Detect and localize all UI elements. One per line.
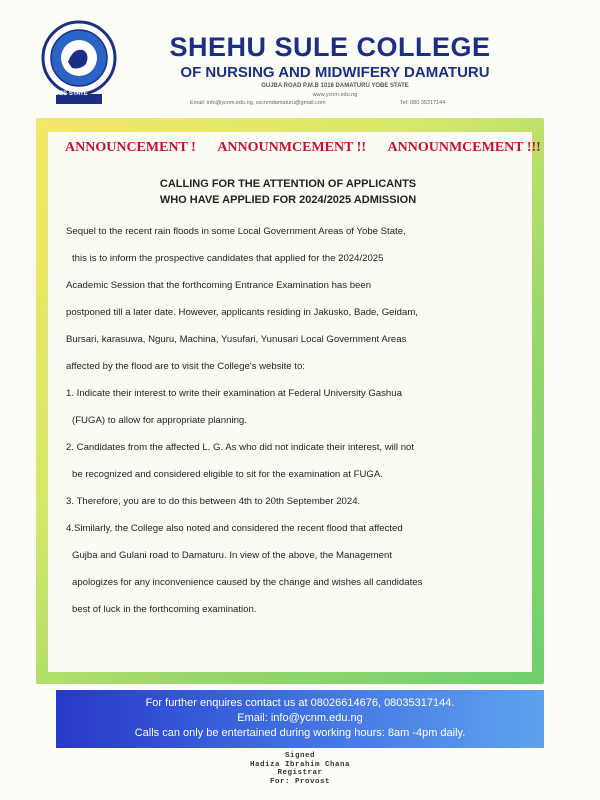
announcement-heading: ANNOUNMCEMENT !!! [387, 140, 541, 155]
contact-banner [56, 690, 544, 748]
calling-line: WHO HAVE APPLIED FOR 2024/2025 ADMISSION [159, 194, 417, 206]
announcement-heading: ANNOUNMCEMENT !! [217, 140, 366, 155]
banner-line-phones: For further enquires contact us at 08026614676, 08035317144. [145, 697, 455, 709]
banner-line-hours: Calls can only be entertained during working hours: 8am -4pm daily. [134, 727, 466, 739]
announcement-panel [48, 132, 541, 672]
letterhead [30, 14, 570, 114]
college-name: SHEHU SULE COLLEGE [169, 32, 491, 62]
college-address: GUJBA ROAD P.M.B 1016 DAMATURU YOBE STATE [261, 83, 409, 89]
body-line: this is to inform the prospective candidates that applied for the 2024/2025 [72, 253, 384, 264]
body-line: best of luck in the forthcoming examination. [72, 604, 257, 615]
body-line: apologizes for any inconvenience caused by the change and wishes all candidates [72, 577, 423, 588]
tel-line: Tel: 080 35317144 [400, 100, 446, 106]
announcement-frame [36, 118, 544, 684]
signatory-title: Registrar [277, 769, 323, 777]
body-line: (FUGA) to allow for appropriate planning. [72, 415, 247, 426]
announcement-body [66, 224, 524, 629]
signatory-for: For: Provost [269, 777, 330, 786]
body-line: postponed till a later date. However, applicants residing in Jakusko, Bade, Geidam, [66, 307, 418, 318]
signatory-name: Hadiza Ibrahim Chana [249, 760, 350, 769]
announcement-heading: ANNOUNCEMENT ! [65, 140, 196, 155]
body-line: Gujba and Gulani road to Damaturu. In view of the above, the Management [72, 550, 392, 561]
body-line: Bursari, karasuwa, Nguru, Machina, Yusufari, Yunusari Local Government Areas [66, 334, 407, 345]
body-line: 3. Therefore, you are to do this between 4th to 20th September 2024. [66, 496, 361, 507]
body-line: 1. Indicate their interest to write their examination at Federal University Gashua [66, 388, 402, 399]
contact-row [190, 100, 490, 106]
calling-line: CALLING FOR THE ATTENTION OF APPLICANTS [159, 178, 417, 190]
banner-line-email: Email: info@ycnm.edu.ng [237, 712, 363, 724]
body-line: Sequel to the recent rain floods in some Local Government Areas of Yobe State, [66, 226, 406, 237]
email-line: Email: info@ycnm.edu.ng, sscnmdamaturu@gmail.com [190, 100, 326, 106]
college-website: www.ycnm.edu.ng [312, 92, 358, 98]
announcement-headings [56, 140, 541, 156]
body-line: affected by the flood are to visit the College's website to: [66, 361, 305, 372]
signed-label: Signed [284, 752, 315, 760]
body-line: 4.Similarly, the College also noted and considered the recent flood that affected [66, 523, 403, 534]
calling-title [68, 176, 508, 208]
signature-block [0, 752, 600, 786]
body-line: 2. Candidates from the affected L. G. As who did not indicate their interest, will not [66, 442, 415, 453]
body-line: Academic Session that the forthcoming Entrance Examination has been [66, 280, 372, 291]
college-subtitle: OF NURSING AND MIDWIFERY DAMATURU [180, 64, 490, 81]
body-line: be recognized and considered eligible to sit for the examination at FUGA. [72, 469, 383, 480]
logo-caption: YOBE STATE [50, 91, 88, 97]
